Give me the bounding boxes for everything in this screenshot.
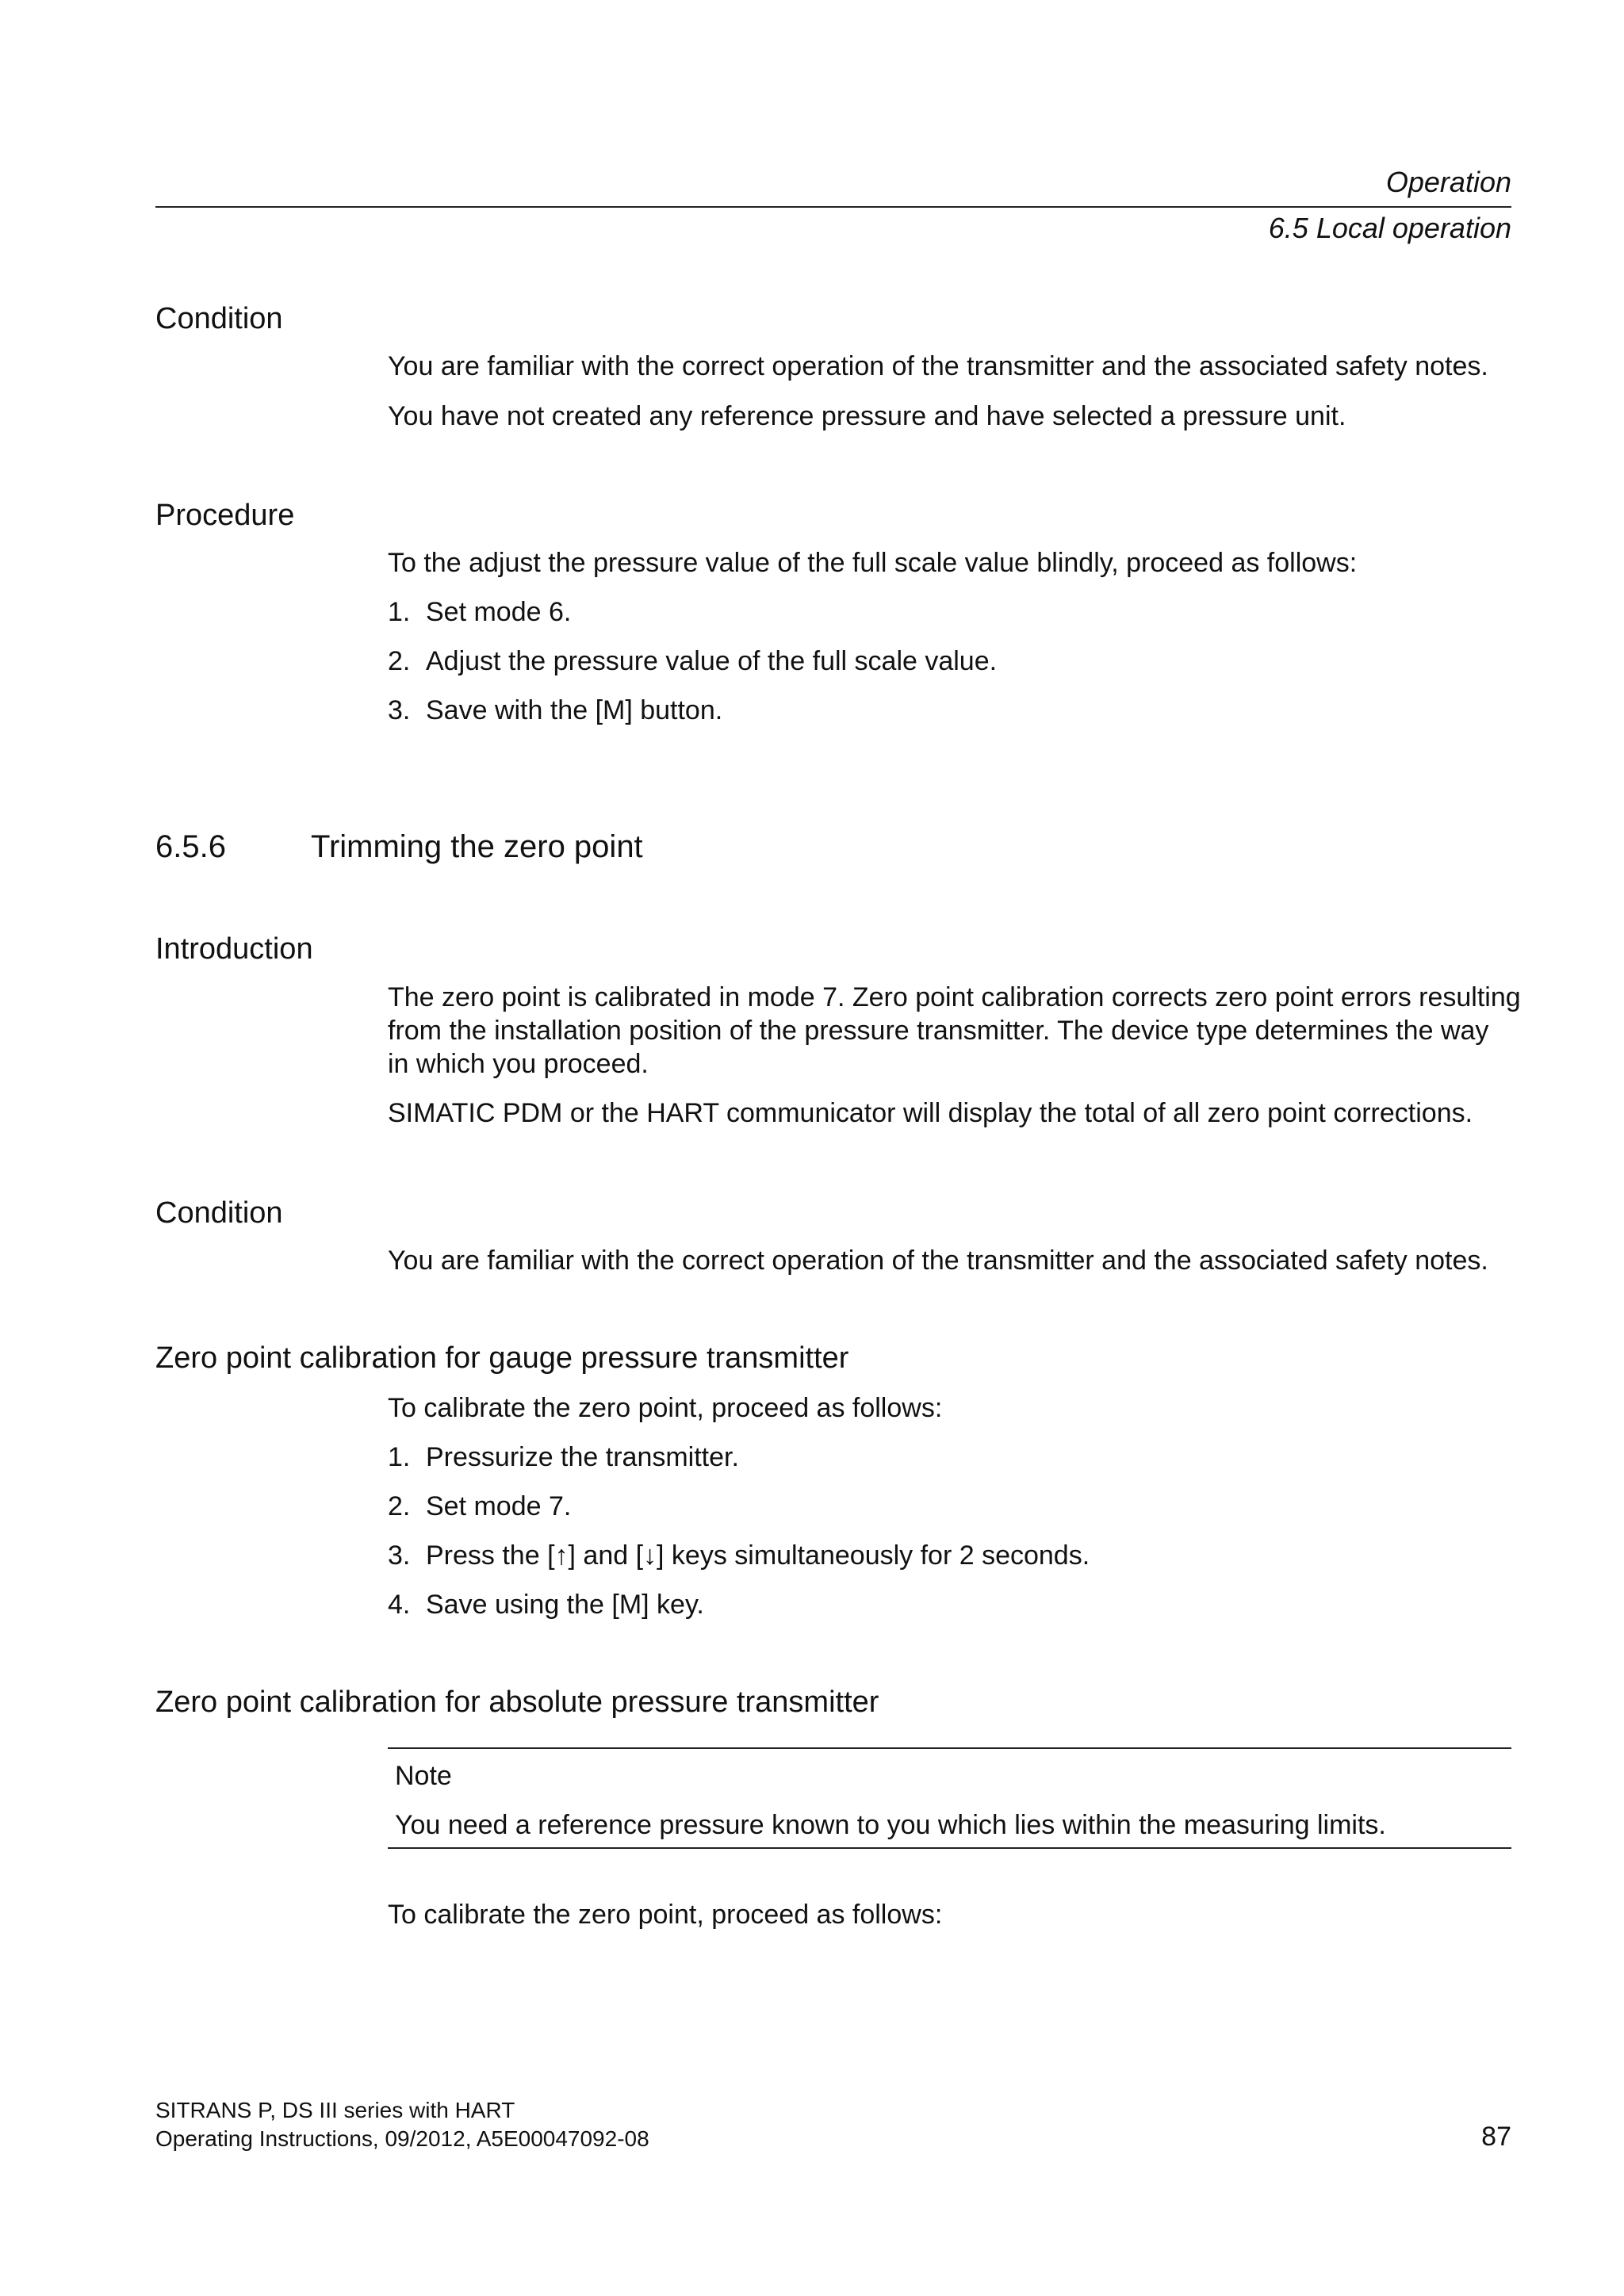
header-chapter: Operation bbox=[1385, 166, 1511, 198]
gauge-step: 3. Press the [↑] and [↓] keys simultaneously for 2 seconds. bbox=[388, 1540, 1090, 1571]
gauge-step: 2. Set mode 7. bbox=[388, 1491, 572, 1521]
introduction-para1-line: from the installation position of the pressure transmitter. The device type determines the way bbox=[388, 1016, 1489, 1046]
introduction-para1-line: The zero point is calibrated in mode 7. Zero point calibration corrects zero point errors resulting bbox=[388, 982, 1521, 1012]
gauge-intro: To calibrate the zero point, proceed as follows: bbox=[388, 1393, 943, 1423]
procedure-intro: To the adjust the pressure value of the full scale value blindly, proceed as follows: bbox=[388, 548, 1358, 578]
footer-document: Operating Instructions, 09/2012, A5E00047092-08 bbox=[155, 2126, 649, 2151]
procedure-step: 3. Save with the [M] button. bbox=[388, 695, 723, 725]
condition-line-2: You have not created any reference pressure and have selected a pressure unit. bbox=[388, 401, 1346, 431]
introduction-para2: SIMATIC PDM or the HART communicator will display the total of all zero point corrections. bbox=[388, 1098, 1473, 1128]
section-title: Trimming the zero point bbox=[311, 829, 643, 864]
header-rule bbox=[155, 206, 1511, 208]
absolute-heading: Zero point calibration for absolute pressure transmitter bbox=[155, 1686, 879, 1719]
note-title: Note bbox=[395, 1761, 452, 1791]
procedure-step: 2. Adjust the pressure value of the full scale value. bbox=[388, 646, 998, 676]
condition-line-1: You are familiar with the correct operation of the transmitter and the associated safety notes. bbox=[388, 351, 1488, 381]
gauge-step: 4. Save using the [M] key. bbox=[388, 1590, 704, 1620]
procedure-heading: Procedure bbox=[155, 499, 295, 532]
condition2-text: You are familiar with the correct operation of the transmitter and the associated safety notes. bbox=[388, 1246, 1488, 1276]
gauge-step: 1. Pressurize the transmitter. bbox=[388, 1442, 739, 1472]
note-text: You need a reference pressure known to you which lies within the measuring limits. bbox=[395, 1810, 1386, 1840]
note-bottom-rule bbox=[388, 1847, 1511, 1849]
header-section: 6.5 Local operation bbox=[1268, 212, 1511, 244]
footer-product: SITRANS P, DS III series with HART bbox=[155, 2098, 515, 2122]
note-top-rule bbox=[388, 1747, 1511, 1749]
section-number: 6.5.6 bbox=[155, 829, 226, 864]
condition2-heading: Condition bbox=[155, 1196, 283, 1230]
procedure-step: 1. Set mode 6. bbox=[388, 597, 572, 627]
condition-heading: Condition bbox=[155, 302, 283, 335]
page-number: 87 bbox=[1481, 2122, 1511, 2152]
introduction-heading: Introduction bbox=[155, 932, 313, 966]
gauge-heading: Zero point calibration for gauge pressure transmitter bbox=[155, 1341, 849, 1375]
introduction-para1-line: in which you proceed. bbox=[388, 1049, 649, 1079]
absolute-intro: To calibrate the zero point, proceed as follows: bbox=[388, 1900, 943, 1930]
